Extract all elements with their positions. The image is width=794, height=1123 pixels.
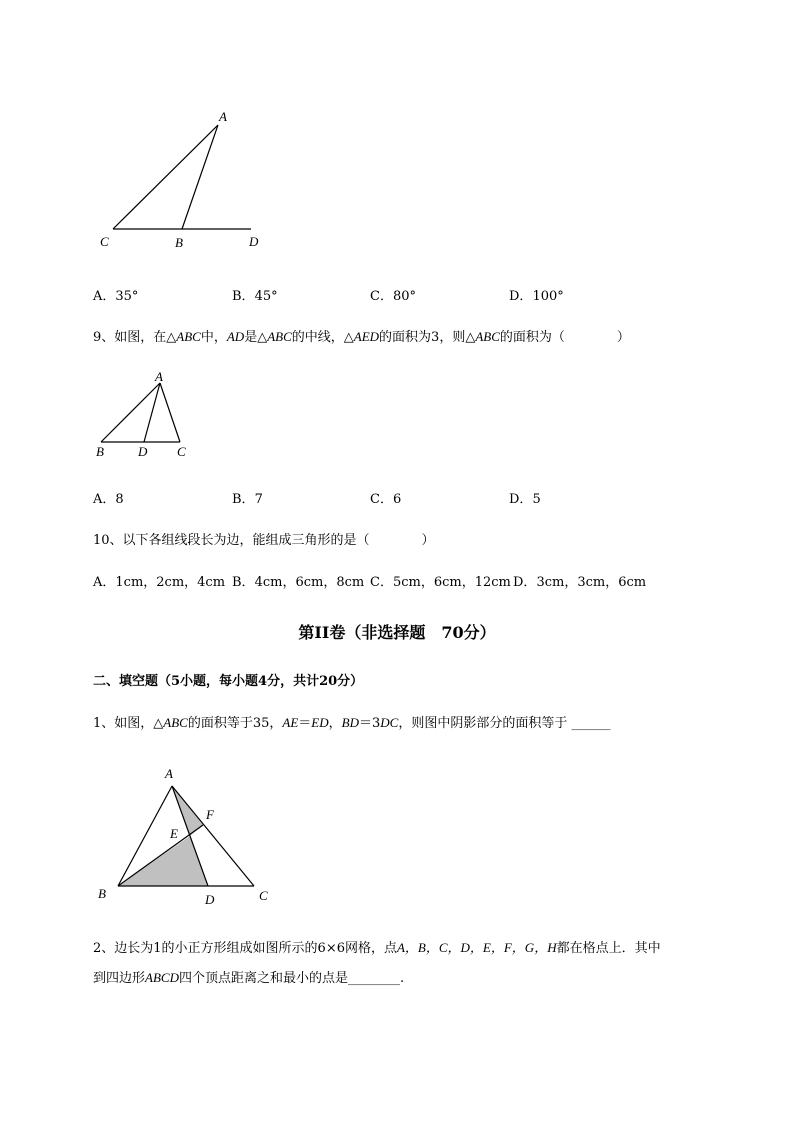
label-D: D — [249, 234, 259, 249]
q9-option-c[interactable]: C．6 — [370, 492, 402, 507]
label-C: C — [259, 888, 268, 903]
q8-option-b[interactable]: B．45° — [232, 289, 278, 304]
segment-BA — [101, 383, 160, 442]
q9-option-a[interactable]: A．8 — [93, 492, 124, 507]
fill1-stem: 1、如图，△ABC的面积等于35，AE＝ED，BD＝3DC，则图中阴影部分的面积等于 ______ — [93, 715, 611, 731]
label-C: C — [177, 444, 186, 459]
section2-heading: 二、填空题（5小题，每小题4分，共计20分） — [93, 674, 364, 689]
label-B: B — [96, 444, 104, 459]
q10-option-b[interactable]: B．4cm，6cm，8cm — [232, 575, 365, 590]
fill2-stem-line2: 到四边形ABCD四个顶点距离之和最小的点是________. — [93, 970, 405, 986]
label-E: E — [170, 826, 178, 841]
q8-figure — [0, 0, 794, 260]
segment-BA — [182, 125, 218, 229]
q10-option-c[interactable]: C．5cm，6cm，12cm — [370, 575, 511, 590]
q9-figure — [0, 360, 260, 470]
label-B: B — [175, 235, 183, 250]
label-A: A — [165, 766, 173, 781]
q9-option-d[interactable]: D．5 — [509, 492, 541, 507]
label-A: A — [155, 369, 163, 384]
segment-CA — [160, 383, 180, 442]
q8-option-a[interactable]: A．35° — [93, 289, 139, 304]
q8-option-d[interactable]: D．100° — [509, 289, 564, 304]
q10-option-d[interactable]: D．3cm，3cm，6cm — [513, 575, 647, 590]
label-D: D — [205, 892, 215, 907]
label-C: C — [100, 234, 109, 249]
fill2-stem-line1: 2、边长为1的小正方形组成如图所示的6×6网格，点A，B，C，D，E，F，G，H都在格点上．其中 — [93, 940, 661, 956]
q9-option-b[interactable]: B．7 — [232, 492, 263, 507]
label-B: B — [98, 886, 106, 901]
label-D: D — [138, 444, 148, 459]
segment-DA — [144, 383, 160, 442]
part2-title: 第II卷（非选择题 70分） — [298, 623, 496, 642]
label-A: A — [219, 109, 227, 124]
label-F: F — [206, 807, 214, 822]
q9-stem: 9、如图，在△ABC中，AD是△ABC的中线，△AED的面积为3，则△ABC的面积为（ ） — [93, 329, 630, 345]
q10-option-a[interactable]: A．1cm，2cm，4cm — [93, 575, 226, 590]
q10-stem: 10、以下各组线段长为边，能组成三角形的是（ ） — [93, 533, 435, 548]
segment-CA — [113, 125, 218, 229]
q8-option-c[interactable]: C．80° — [370, 289, 416, 304]
fill1-figure — [0, 755, 300, 915]
